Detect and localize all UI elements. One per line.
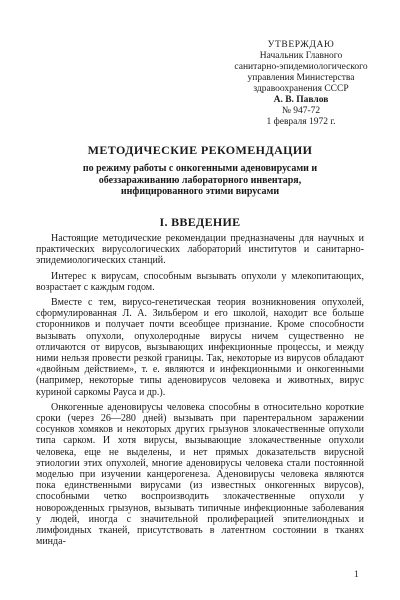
- document-title: МЕТОДИЧЕСКИЕ РЕКОМЕНДАЦИИ: [87, 143, 313, 157]
- approver-name: А. В. Павлов: [273, 95, 329, 105]
- approval-date: 1 февраля 1972 г.: [266, 117, 336, 127]
- section-body: [36, 233, 364, 551]
- approval-line: Начальник Главного: [259, 51, 343, 61]
- approval-stamp: [226, 40, 376, 128]
- paragraph: Онкогенные аденовирусы человека способны в относительно короткие сроки (через 26—280 дней) вызывать при парентеральном заражении сосунков хомяков и некоторых других грызунов злокачественные опухоли типа сарком. И хотя вирусы, вызывающие злокачественные опухоли человека, еще не выделены, и нет прямых доказательств вирусной этиологии этих опухолей, многие аденовирусы человека стали постоянной моделью при изучении канцерогенеза. Аденовирусы человека являются пока единственными вирусами (из известных онкогенных вирусов), способными четко воспроизводить злокачественные опухоли у новорожденных грызунов, вызывать типичные инфекционные заболевания у людей, иногда с значительной пролиферацией эпителиондных и лимфоидных тканей, присутствовать в латентном состоянии в тканях минда-: [36, 401, 364, 548]
- paragraph: Интерес к вирусам, способным вызывать опухоли у млекопитающих, возрастает с каждым годом.: [36, 270, 364, 293]
- page-number: 1: [354, 570, 359, 580]
- approval-heading: УТВЕРЖДАЮ: [267, 40, 335, 50]
- paragraph: Вместе с тем, вирусо-генетическая теория возникновения опухолей, сформулированная Л. А. Зильбером и его школой, находит все больше сторонников и получает почти всеобщее признание. Кроме способности вызывать опухоли, опухолеродные вирусы ничем существенно не отличаются от вирусов, вызывающих инфекционные процессы, и между ними нельзя провести резкой границы. Так, некоторые из вирусов обладают «двойным действием», т. е. являются и инфекционными и онкогенными (например, некоторые типы аденовирусов человека и животных, вирус куриной саркомы Рауса и др.).: [36, 297, 364, 398]
- document-subtitle: по режиму работы с онкогенными аденовирусами и обеззараживанию лабораторного инвентаря, инфицированного этими вирусами: [82, 163, 318, 197]
- order-number: № 947-72: [281, 106, 321, 116]
- paragraph: Настоящие методические рекомендации предназначены для научных и практических вирусологических лабораторий институтов и санитарно-эпидемиологических станций.: [36, 233, 364, 267]
- approval-line: управления Министерства: [247, 73, 355, 83]
- section-heading: I. ВВЕДЕНИЕ: [159, 215, 241, 229]
- approval-line: санитарно-эпидемиологического: [234, 62, 368, 72]
- approval-line: здравоохранения СССР: [253, 84, 349, 94]
